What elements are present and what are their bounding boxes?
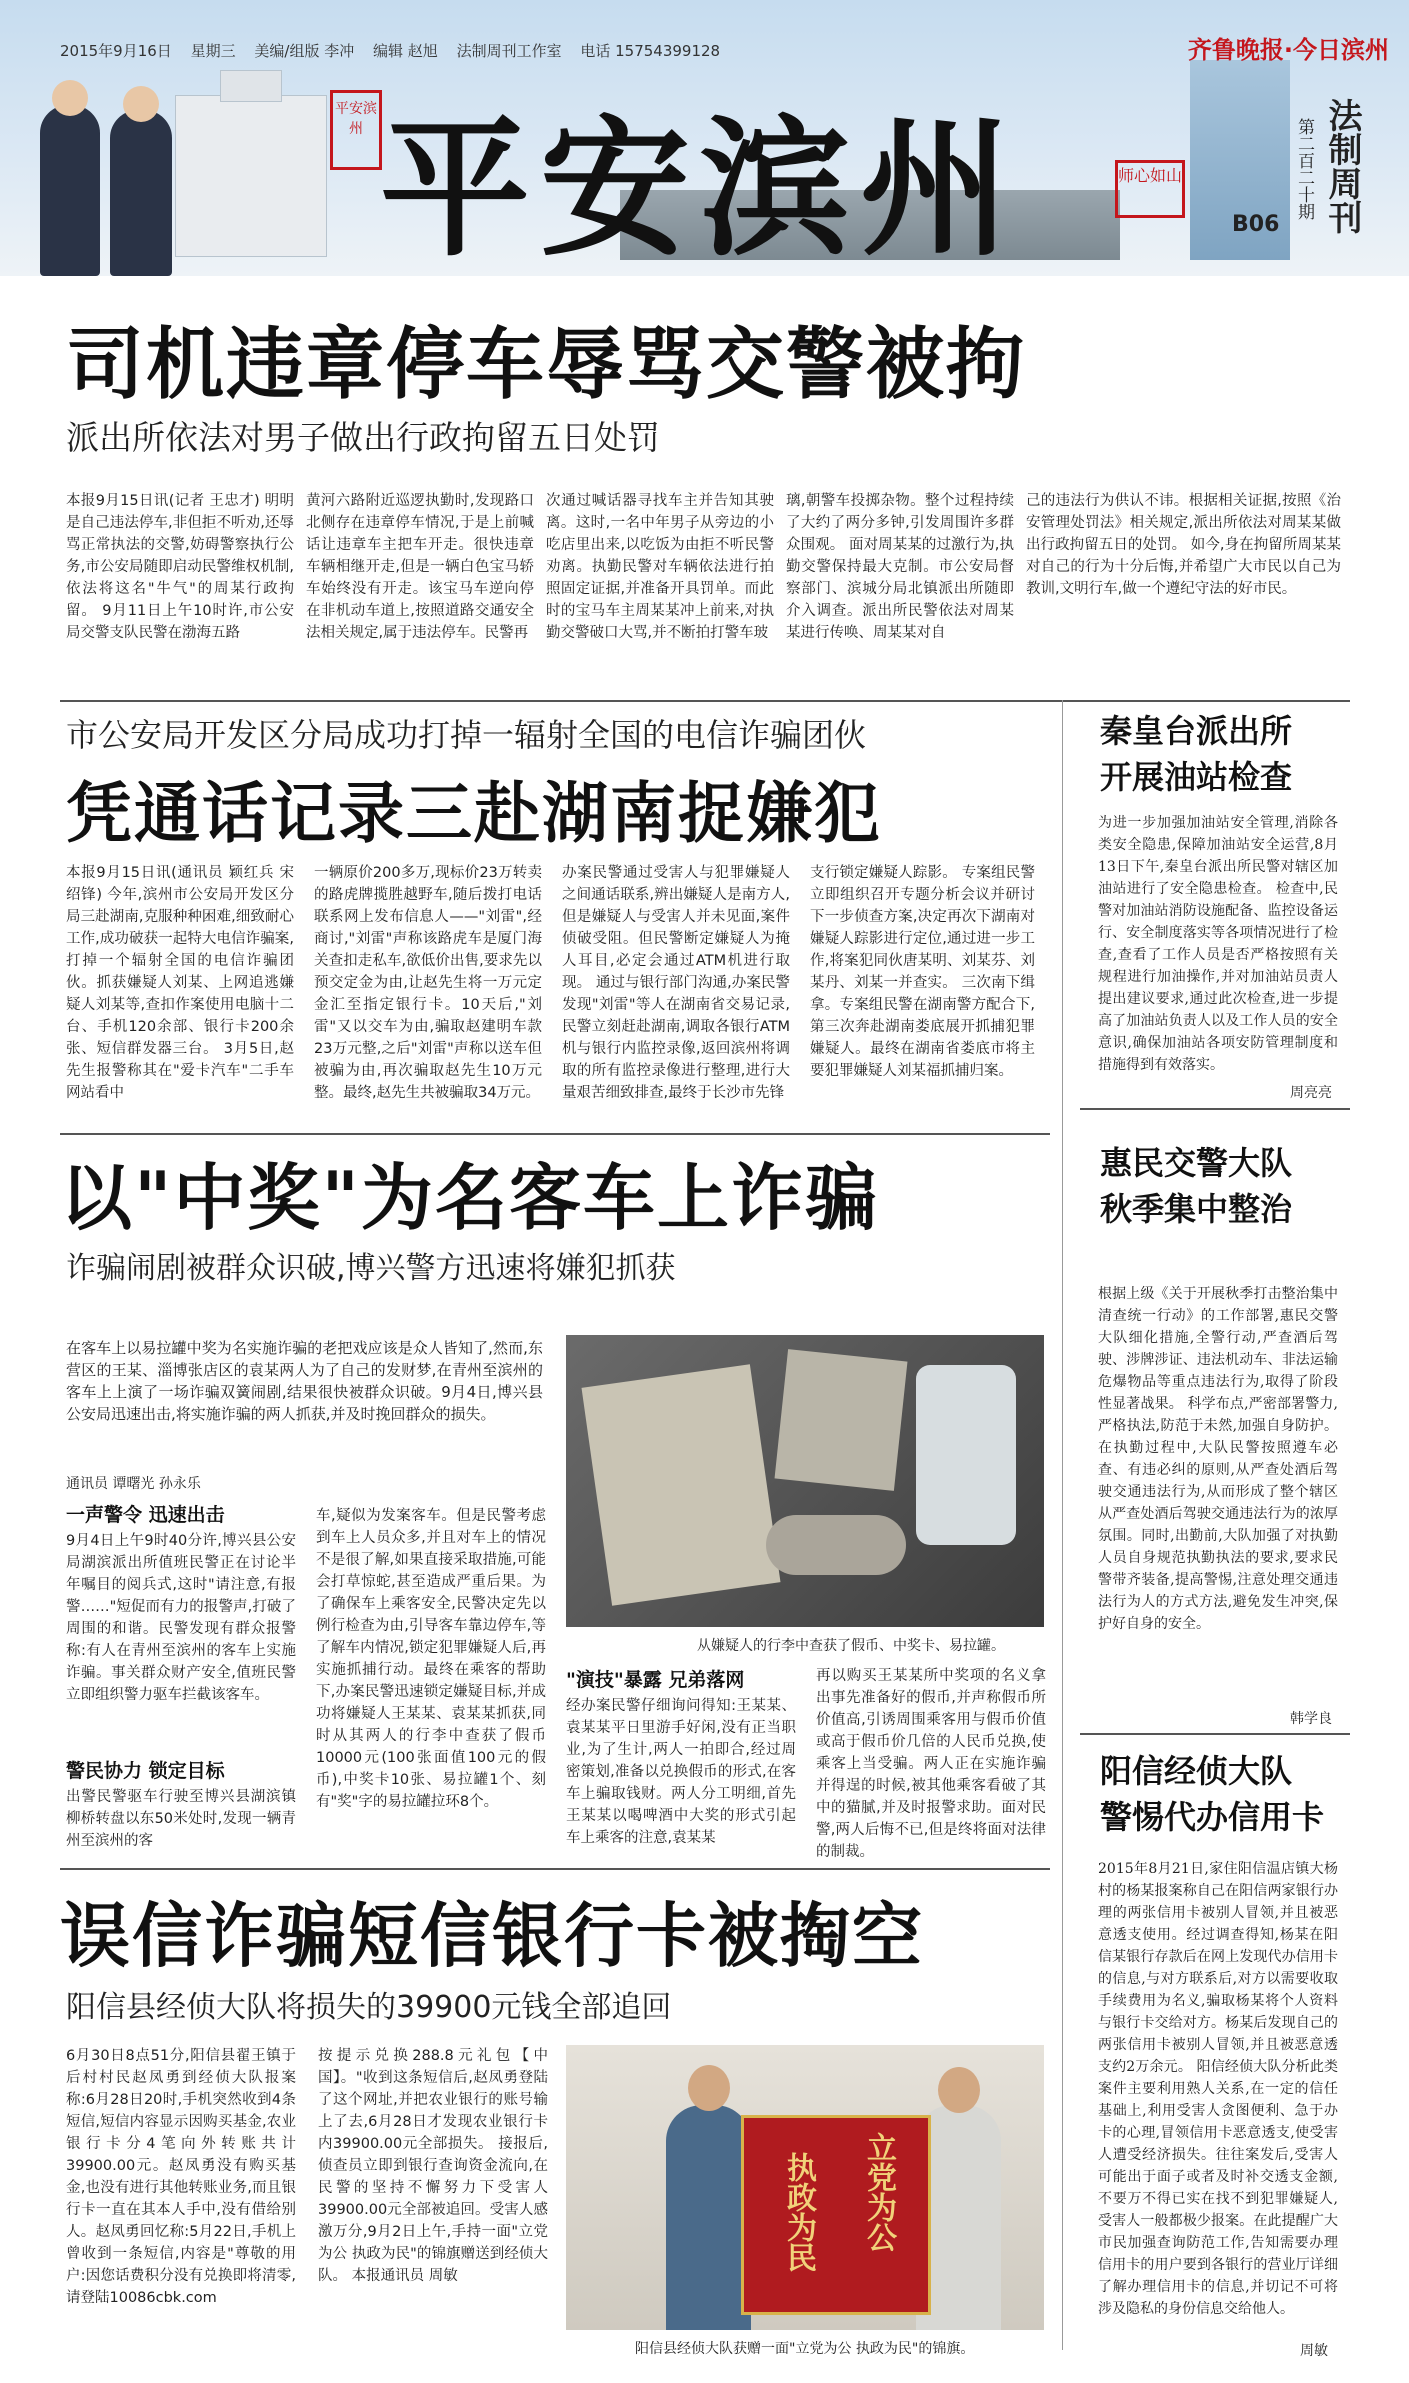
side1-author: 周亮亮 [1290, 1085, 1332, 1101]
article4-column-2: 按提示兑换288.8元礼包【中国】。"收到这条短信后,赵凤勇登陆了这个网址,并把农业银行的账号输上了去,6月28日才发现农业银行卡内39900.00元全部损失。 接报后,侦查员立即到银行查询资金流向,在民警的坚持不懈努力下受害人39900.00元全部被追回。受害人感激万分,9月2日上午,手持一面"立党为公 执政为民"的锦旗赠送到经侦大队。 本报通讯员 周敏 [318, 2048, 548, 2284]
article1-column-3: 次通过喊话器寻找车主并告知其驶离。这时,一名中年男子从旁边的小吃店里出来,以吃饭为由拒不听民警劝离。执勤民警对车辆依法进行拍照固定证据,并准备开具罚单。而此时的宝马车主周某某冲上前来,对执勤交警破口大骂,并不断拍打警车玻 [546, 493, 774, 641]
side2-headline [1100, 1140, 1380, 1232]
side1-text: 为进一步加强加油站安全管理,消除各类安全隐患,保障加油站安全运营,8月13日下午,秦皇台派出所民警对辖区加油站进行了安全隐患检查。 检查中,民警对加油站消防设施配备、监控设备运行、安全制度落实等各项情况进行了检查,查看了工作人员是否严格按照有关规程进行加油操作,并对加油站员责人提出建议要求,通过此次检查,进一步提高了加油站负责人以及工作人员的安全意识,确保加油站各项安防管理制度和措施得到有效落实。 [1098, 815, 1338, 1073]
side3-text: 2015年8月21日,家住阳信温店镇大杨村的杨某报案称自己在阳信两家银行办理的两张信用卡被别人冒领,并且被恶意透支使用。经过调查得知,杨某在阳信某银行存款后在网上发现代办信用卡的信息,与对方联系后,对方以需要收取手续费用为名义,骗取杨某将个人资料与银行卡交给对方。杨某后发现自己的两张信用卡被别人冒领,并且被恶意透支约2万余元。 阳信经侦大队分析此类案件主要利用熟人关系,在一定的信任基础上,利用受害人贪图便利、急于办卡的心理,冒领信用卡恶意透支,使受害人遭受经济损失。往往案发后,受害人可能出于面子或者及时补交透支金额,不要万不得已实在找不到犯罪嫌疑人,受害人一般都极少报案。在此提醒广大市民加强查询防范工作,告知需要办理信用卡的用户要到各银行的营业厅详细了解办理信用卡的信息,并切记不可将涉及隐私的身份信息交给他人。 [1098, 1861, 1338, 2317]
article3-subhead-2: 警民协力 锁定目标 [66, 1760, 225, 1782]
silk-banner [741, 2115, 931, 2315]
divider [60, 700, 1350, 702]
studio-phone: 电话 15754399128 [580, 42, 721, 60]
article4-subheadline: 阳信县经侦大队将损失的39900元钱全部追回 [66, 1990, 672, 2025]
side2-headline-line-1: 惠民交警大队 [1100, 1144, 1293, 1182]
article2-kicker: 市公安局开发区分局成功打掉一辐射全国的电信诈骗团伙 [66, 716, 867, 754]
article4-column-1: 6月30日8点51分,阳信县翟王镇于后村村民赵凤勇到经侦大队报案称:6月28日20时,手机突然收到4条短信,短信内容显示因购买基金,农业银行卡分4笔向外转账共计39900.00元。赵凤勇没有购买基金,也没有进行其他转账业务,而且银行卡一直在其本人手中,没有借给别人。赵凤勇回忆称:5月22日,手机上曾收到一条短信,内容是"尊敬的用户:因您话费积分没有兑换即将清零,请登陆10086cbk.com [66, 2048, 296, 2306]
article3-column-1b: 出警民警驱车行驶至博兴县湖滨镇柳桥转盘以东50米处时,发现一辆青州至滨州的客 [66, 1789, 296, 1849]
article3-subhead-3: "演技"暴露 兄弟落网 [566, 1669, 745, 1691]
recipient-face-image [688, 2065, 730, 2111]
masthead-title: 平安滨州 [380, 101, 1021, 277]
side1-headline-line-2: 开展油站检查 [1100, 758, 1293, 796]
police-officer-image-2 [110, 110, 172, 276]
article3-headline: 以"中奖"为名客车上诈骗 [60, 1156, 880, 1240]
silk-banner-line-2: 执政为民 [781, 2152, 816, 2272]
article3-column-2: 车,疑似为发案客车。但是民警考虑到车上人员众多,并且对车上的情况不是很了解,如果直接采取措施,可能会打草惊蛇,甚至造成严重后果。为了确保车上乘客安全,民警决定先以例行检查为由,引导客车靠边停车,等了解车内情况,锁定犯罪嫌疑人后,再实施抓捕行动。最终在乘客的帮助下,办案民警迅速锁定嫌疑目标,并成功将嫌疑人王某某、袁某某抓获,同时从其两人的行李中查获了假币10000元(100张面值100元的假币),中奖卡10张、易拉罐1个、刻有"奖"字的易拉罐拉环8个。 [316, 1508, 546, 1810]
article1-column-5: 己的违法行为供认不讳。根据相关证据,按照《治安管理处罚法》相关规定,派出所依法对周某某做出行政拘留五日的处罚。 如今,身在拘留所周某某对自己的行为十分后悔,并希望广大市民以自己为教训,文明行车,做一个遵纪守法的好市民。 [1026, 493, 1341, 597]
seal-stamp-right: 师心如山 [1115, 160, 1185, 218]
masthead-meta-line [60, 40, 734, 61]
page-number: B06 [1232, 212, 1280, 237]
article3-subheadline: 诈骗闹剧被群众识破,博兴警方迅速将嫌犯抓获 [66, 1251, 676, 1286]
police-officer-face-image-2 [123, 86, 159, 122]
article3-column-4: 再以购买王某某所中奖项的名义拿出事先准备好的假币,并声称假币所价值高,引诱周围乘客用与假币价值或高于假币价几倍的人民币兑换,使乘客上当受骗。两人正在实施诈骗并得逞的时候,被其他乘客看破了其中的猫腻,并及时报警求助。面对民警,两人后悔不已,但是终将面对法律的制裁。 [816, 1668, 1046, 1860]
divider [1080, 1108, 1350, 1110]
side3-headline [1100, 1748, 1380, 1840]
chief-editor: 编辑 赵旭 [373, 42, 438, 60]
side3-headline-line-2: 警惕代办信用卡 [1100, 1798, 1325, 1836]
seized-counterfeit-money-photo [566, 1335, 1044, 1627]
counterfeit-banknote-image [582, 1364, 781, 1606]
issue-date: 2015年9月16日 [60, 42, 172, 60]
article3-byline: 通讯员 谭曙光 孙永乐 [66, 1476, 201, 1492]
article1-column-2: 黄河六路附近巡逻执勤时,发现路口北侧存在违章停车情况,于是上前喊话让违章车主把车开走。很快违章车辆相继开走,但是一辆白色宝马轿车始终没有开走。该宝马车逆向停在非机动车道上,按照道路交通安全法相关规定,属于违法停车。民警再 [306, 493, 534, 641]
article4-headline: 误信诈骗短信银行卡被掏空 [60, 1895, 924, 1977]
masthead [0, 0, 1409, 276]
article2-headline: 凭通话记录三赴湖南捉嫌犯 [66, 775, 882, 852]
silk-banner-line-1: 立党为公 [861, 2132, 896, 2252]
issue-weekday: 星期三 [190, 42, 236, 60]
divider [1080, 1733, 1350, 1735]
side3-author: 周敏 [1300, 2343, 1328, 2359]
side2-headline-line-2: 秋季集中整治 [1100, 1190, 1293, 1228]
article2-column-4: 支行锁定嫌疑人踪影。 专案组民警立即组织召开专题分析会议并研讨下一步侦查方案,决定再次下湖南对嫌疑人踪影进行定位,通过进一步工作,将案犯同伙唐某明、刘某芬、刘某丹、刘某一并查实。 三次南下缉拿。专案组民警在湖南警方配合下,第三次奔赴湖南娄底展开抓捕犯罪嫌疑人。最终在湖南省娄底市将主要犯罪嫌疑人刘某福抓捕归案。 [810, 865, 1035, 1079]
article4-photo-caption: 阳信县经侦大队获赠一面"立党为公 执政为民"的锦旗。 [635, 2341, 975, 2357]
government-building-image [175, 95, 327, 257]
silk-banner-presentation-photo [566, 2045, 1044, 2330]
newspaper-brand: 齐鲁晚报·今日滨州 [1187, 36, 1389, 64]
officer-face-image [938, 2067, 980, 2113]
can-image [916, 1365, 1016, 1545]
article3-lead: 在客车上以易拉罐中奖为名实施诈骗的老把戏应该是众人皆知了,然而,东营区的王某、淄博张店区的袁某两人为了自己的发财梦,在青州至滨州的客车上上演了一场诈骗双簧闹剧,结果很快被群众识破。9月4日,博兴县公安局迅速出击,将实施诈骗的两人抓获,并及时挽回群众的损失。 [66, 1339, 543, 1423]
side1-headline-line-1: 秦皇台派出所 [1100, 712, 1293, 750]
side1-headline [1100, 708, 1380, 800]
police-officer-image [40, 105, 100, 276]
issue-number: 第二百二十期 [1294, 118, 1314, 220]
article1-subheadline: 派出所依法对男子做出行政拘留五日处罚 [66, 418, 660, 457]
article3-column-3: 经办案民警仔细询问得知:王某某、袁某某平日里游手好闲,没有正当职业,为了生计,两人一拍即合,经过周密策划,准备以兑换假币的形式,在客车上骗取钱财。两人分工明细,首先王某某以喝啤酒中大奖的形式引起车上乘客的注意,袁某某 [566, 1698, 796, 1846]
side2-author: 韩学良 [1290, 1711, 1332, 1727]
section-name: 法制周刊 [1322, 98, 1362, 234]
studio-name: 法制周刊工作室 [456, 42, 562, 60]
article2-column-1: 本报9月15日讯(通讯员 颖红兵 宋绍锋) 今年,滨州市公安局开发区分局三赴湖南,克服种种困难,细致耐心工作,成功破获一起特大电信诈骗案,打掉一个辐射全国的电信诈骗团伙。抓获嫌疑人刘某、上网追逃嫌疑人刘某等,查扣作案使用电脑十二台、手机120余部、银行卡200余张、短信群发器三台。 3月5日,赵先生报警称其在"爱卡汽车"二手车网站看中 [66, 865, 294, 1101]
article1-column-4: 璃,朝警车投掷杂物。整个过程持续了大约了两分多钟,引发周围许多群众围观。 面对周某某的过激行为,执勤交警保持最大克制。市公安局督察部门、滨城分局北镇派出所随即介入调查。派出所民警依法对周某某进行传唤、周某某对自 [786, 493, 1014, 641]
divider [60, 1133, 1050, 1135]
article1-column-1: 本报9月15日讯(记者 王忠才) 明明是自己违法停车,非但拒不听劝,还辱骂正常执法的交警,妨碍警察执行公务,市公安局随即启动民警维权机制,依法将这名"牛气"的周某行政拘留。 9月11日上午10时许,市公安局交警支队民警在渤海五路 [66, 493, 294, 641]
sidebar-divider [1062, 700, 1063, 2350]
article2-column-2: 一辆原价200多万,现标价23万转卖的路虎牌揽胜越野车,随后拨打电话联系网上发布信息人——"刘雷",经商讨,"刘雷"声称该路虎车是厦门海关查扣走私车,欲低价出售,要求先以预交定金为由,让赵先生将一万元定金汇至指定银行卡。10天后,"刘雷"又以交车为由,骗取赵建明车款23万元整,之后"刘雷"声称以送车但被骗为由,再次骗取赵先生10万元整。最终,赵先生共被骗取34万元。 [314, 865, 542, 1101]
article3-column-1: 9月4日上午9时40分许,博兴县公安局湖滨派出所值班民警正在讨论半年嘱目的阅兵式,这时"请注意,有报警……"短促而有力的报警声,打破了周围的和谐。民警发现有群众报警称:有人在青州至滨州的客车上实施诈骗。事关群众财产安全,值班民警立即组织警力驱车拦截该客车。 [66, 1533, 296, 1703]
seal-stamp-left: 平安滨州 [330, 90, 382, 170]
recipient-person-image [666, 2105, 751, 2330]
article1-headline: 司机违章停车辱骂交警被拘 [66, 320, 1027, 410]
article3-subhead-1: 一声警令 迅速出击 [66, 1504, 225, 1526]
divider [60, 1868, 1050, 1870]
building-tower-image [220, 70, 282, 102]
layout-editor: 美编/组版 李冲 [254, 42, 355, 60]
side2-text: 根据上级《关于开展秋季打击整治集中清查统一行动》的工作部署,惠民交警大队细化措施,全警行动,严查酒后驾驶、涉牌涉证、违法机动车、非法运输危爆物品等重点违法行为,取得了阶段性显著战果。 科学布点,严密部署警力,严格执法,防范于未然,加强自身防护。在执勤过程中,大队民警按照遵车必查、有违必纠的原则,从严查处酒后驾驶交通违法行为,从而形成了整个辖区从严查处酒后驾驶交通违法行为的浓厚氛围。同时,出勤前,大队加强了对执勤人员自身规范执勤执法的要求,要求民警带齐装备,提高警惕,注意处理交通违法行为人的方式方法,避免发生冲突,保护好自身的安全。 [1098, 1286, 1338, 1632]
pull-tabs-image [766, 1515, 906, 1575]
prize-card-image [775, 1349, 908, 1491]
article3-photo-caption: 从嫌疑人的行李中查获了假币、中奖卡、易拉罐。 [697, 1638, 1005, 1654]
side3-headline-line-1: 阳信经侦大队 [1100, 1752, 1293, 1790]
police-officer-face-image [52, 80, 88, 116]
article2-column-3: 办案民警通过受害人与犯罪嫌疑人之间通话联系,辨出嫌疑人是南方人,但是嫌疑人与受害人并未见面,案件侦破受阻。但民警断定嫌疑人为掩人耳目,必定会通过ATM机进行取现。 通过与银行部门沟通,办案民警发现"刘雷"等人在湖南省交易记录,民警立刻赶赴湖南,调取各银行ATM机与银行内监控录像,返回滨州将调取的所有监控录像进行整理,进行大量艰苦细致排查,最终于长沙市先锋 [562, 865, 790, 1101]
